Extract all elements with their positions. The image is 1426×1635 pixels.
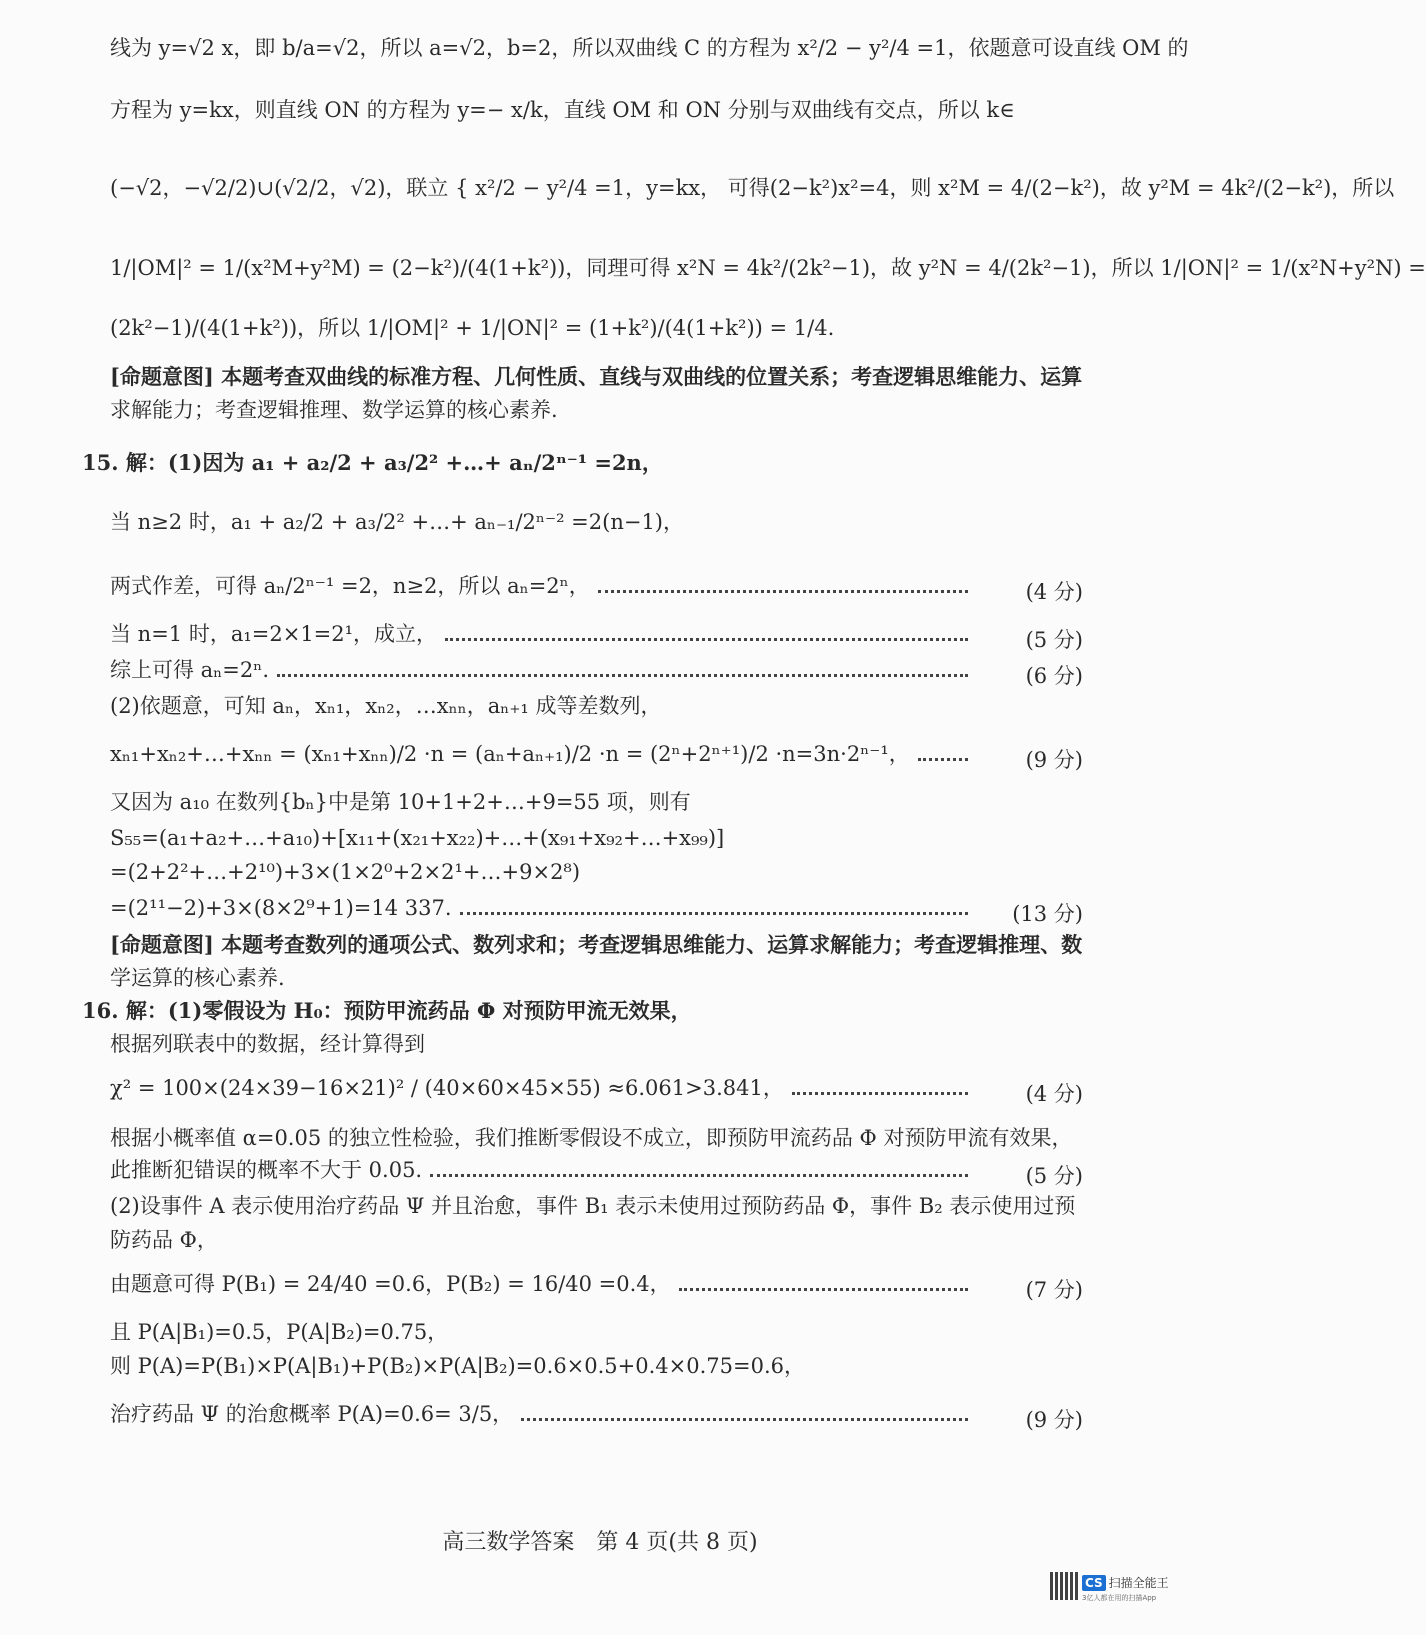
text-line: 且 P(A|B₁)=0.5，P(A|B₂)=0.75， xyxy=(110,1320,449,1344)
text-line: [命题意图] 本题考查双曲线的标准方程、几何性质、直线与双曲线的位置关系；考查逻辑思维能力、运算 xyxy=(110,364,1083,389)
text-line: (−√2，−√2/2)∪(√2/2，√2)，联立 { x²/2 − y²/4 =1，y=kx， 可得(2−k²)x²=4，则 x²M = 4/(2−k²)，故 y²M = 4k²/(2−k²)，所以 xyxy=(110,176,1395,200)
text-line: 学运算的核心素养. xyxy=(110,966,285,990)
text-line: 由题意可得 P(B₁) = 24/40 =0.6，P(B₂) = 16/40 =0.4， xyxy=(110,1272,671,1296)
dot-leader xyxy=(430,1174,968,1177)
score-mark: (6 分) xyxy=(1025,664,1083,688)
text-line: 当 n=1 时，a₁=2×1=2¹，成立， xyxy=(110,622,438,646)
text-line: 治疗药品 Ψ 的治愈概率 P(A)=0.6= 3/5， xyxy=(110,1402,514,1426)
text-line: xₙ₁+xₙ₂+…+xₙₙ = (xₙ₁+xₙₙ)/2 ·n = (aₙ+aₙ₊₁)/2 ·n = (2ⁿ+2ⁿ⁺¹)/2 ·n=3n·2ⁿ⁻¹， xyxy=(110,742,910,766)
dot-leader xyxy=(918,758,968,761)
text-line: 方程为 y=kx，则直线 ON 的方程为 y=− x/k，直线 OM 和 ON 分别与双曲线有交点，所以 k∈ xyxy=(110,98,1015,122)
text-line: 根据小概率值 α=0.05 的独立性检验，我们推断零假设不成立，即预防甲流药品 Φ 对预防甲流有效果， xyxy=(110,1126,1073,1150)
dot-leader xyxy=(445,638,968,641)
dot-leader xyxy=(277,674,968,677)
text-line: χ² = 100×(24×39−16×21)² / (40×60×45×55) ≈6.061>3.841， xyxy=(110,1076,784,1100)
score-mark: (4 分) xyxy=(1025,1082,1083,1106)
text-line: 15. 解：(1)因为 a₁ + a₂/2 + a₃/2² +…+ aₙ/2ⁿ⁻¹ =2n， xyxy=(82,450,663,475)
text-line: 1/|OM|² = 1/(x²M+y²M) = (2−k²)/(4(1+k²))，同理可得 x²N = 4k²/(2k²−1)，故 y²N = 4/(2k²−1)，所以 1/|ON|² = 1/(x²N+y²N) = xyxy=(110,256,1426,280)
score-mark: (5 分) xyxy=(1025,1164,1083,1188)
text-line: (2)依题意，可知 aₙ，xₙ₁，xₙ₂，…xₙₙ，aₙ₊₁ 成等差数列， xyxy=(110,694,662,718)
text-line: 又因为 a₁₀ 在数列{bₙ}中是第 10+1+2+…+9=55 项，则有 xyxy=(110,790,691,814)
score-mark: (7 分) xyxy=(1025,1278,1083,1302)
dot-leader xyxy=(792,1092,968,1095)
score-mark: (13 分) xyxy=(1012,902,1083,926)
text-line: (2)设事件 A 表示使用治疗药品 Ψ 并且治愈，事件 B₁ 表示未使用过预防药品 Φ，事件 B₂ 表示使用过预 xyxy=(110,1194,1076,1218)
dot-leader xyxy=(679,1288,968,1291)
text-line: 综上可得 aₙ=2ⁿ. xyxy=(110,658,269,682)
text-line: 线为 y=√2 x，即 b/a=√2，所以 a=√2，b=2，所以双曲线 C 的方程为 x²/2 − y²/4 =1，依题意可设直线 OM 的 xyxy=(110,36,1189,60)
text-line: (2k²−1)/(4(1+k²))，所以 1/|OM|² + 1/|ON|² = (1+k²)/(4(1+k²)) = 1/4. xyxy=(110,316,835,340)
text-line: =(2+2²+…+2¹⁰)+3×(1×2⁰+2×2¹+…+9×2⁸) xyxy=(110,860,581,884)
text-line: S₅₅=(a₁+a₂+…+a₁₀)+[x₁₁+(x₂₁+x₂₂)+…+(x₉₁+x₉₂+…+x₉₉)] xyxy=(110,826,725,850)
text-line: 当 n≥2 时，a₁ + a₂/2 + a₃/2² +…+ aₙ₋₁/2ⁿ⁻² =2(n−1)， xyxy=(110,510,685,534)
score-mark: (4 分) xyxy=(1025,580,1083,604)
dot-leader xyxy=(598,590,968,593)
score-mark: (9 分) xyxy=(1025,1408,1083,1432)
text-line: 求解能力；考查逻辑推理、数学运算的核心素养. xyxy=(110,398,558,422)
text-line: 此推断犯错误的概率不大于 0.05. xyxy=(110,1158,423,1182)
dot-leader xyxy=(460,912,968,915)
text-line: 根据列联表中的数据，经计算得到 xyxy=(110,1032,425,1056)
scanner-brand: 扫描全能王 xyxy=(1108,1576,1169,1590)
scanner-tagline: 3亿人都在用的扫描App xyxy=(1082,1594,1157,1602)
dot-leader xyxy=(521,1418,968,1421)
scanner-watermark xyxy=(1082,1574,1169,1603)
score-mark: (5 分) xyxy=(1025,628,1083,652)
text-line: 16. 解：(1)零假设为 H₀：预防甲流药品 Φ 对预防甲流无效果， xyxy=(82,998,692,1023)
text-line: 两式作差，可得 aₙ/2ⁿ⁻¹ =2，n≥2，所以 aₙ=2ⁿ， xyxy=(110,574,590,598)
text-line: 防药品 Φ， xyxy=(110,1228,218,1252)
text-line: 则 P(A)=P(B₁)×P(A|B₁)+P(B₂)×P(A|B₂)=0.6×0.5+0.4×0.75=0.6， xyxy=(110,1354,806,1378)
page-footer: 高三数学答案 第 4 页(共 8 页) xyxy=(442,1530,758,1555)
qr-code-icon xyxy=(1050,1572,1078,1600)
camscanner-badge: CS xyxy=(1082,1575,1106,1591)
text-line: =(2¹¹−2)+3×(8×2⁹+1)=14 337. xyxy=(110,896,452,920)
text-line: [命题意图] 本题考查数列的通项公式、数列求和；考查逻辑思维能力、运算求解能力；考查逻辑推理、数 xyxy=(110,932,1083,957)
score-mark: (9 分) xyxy=(1025,748,1083,772)
